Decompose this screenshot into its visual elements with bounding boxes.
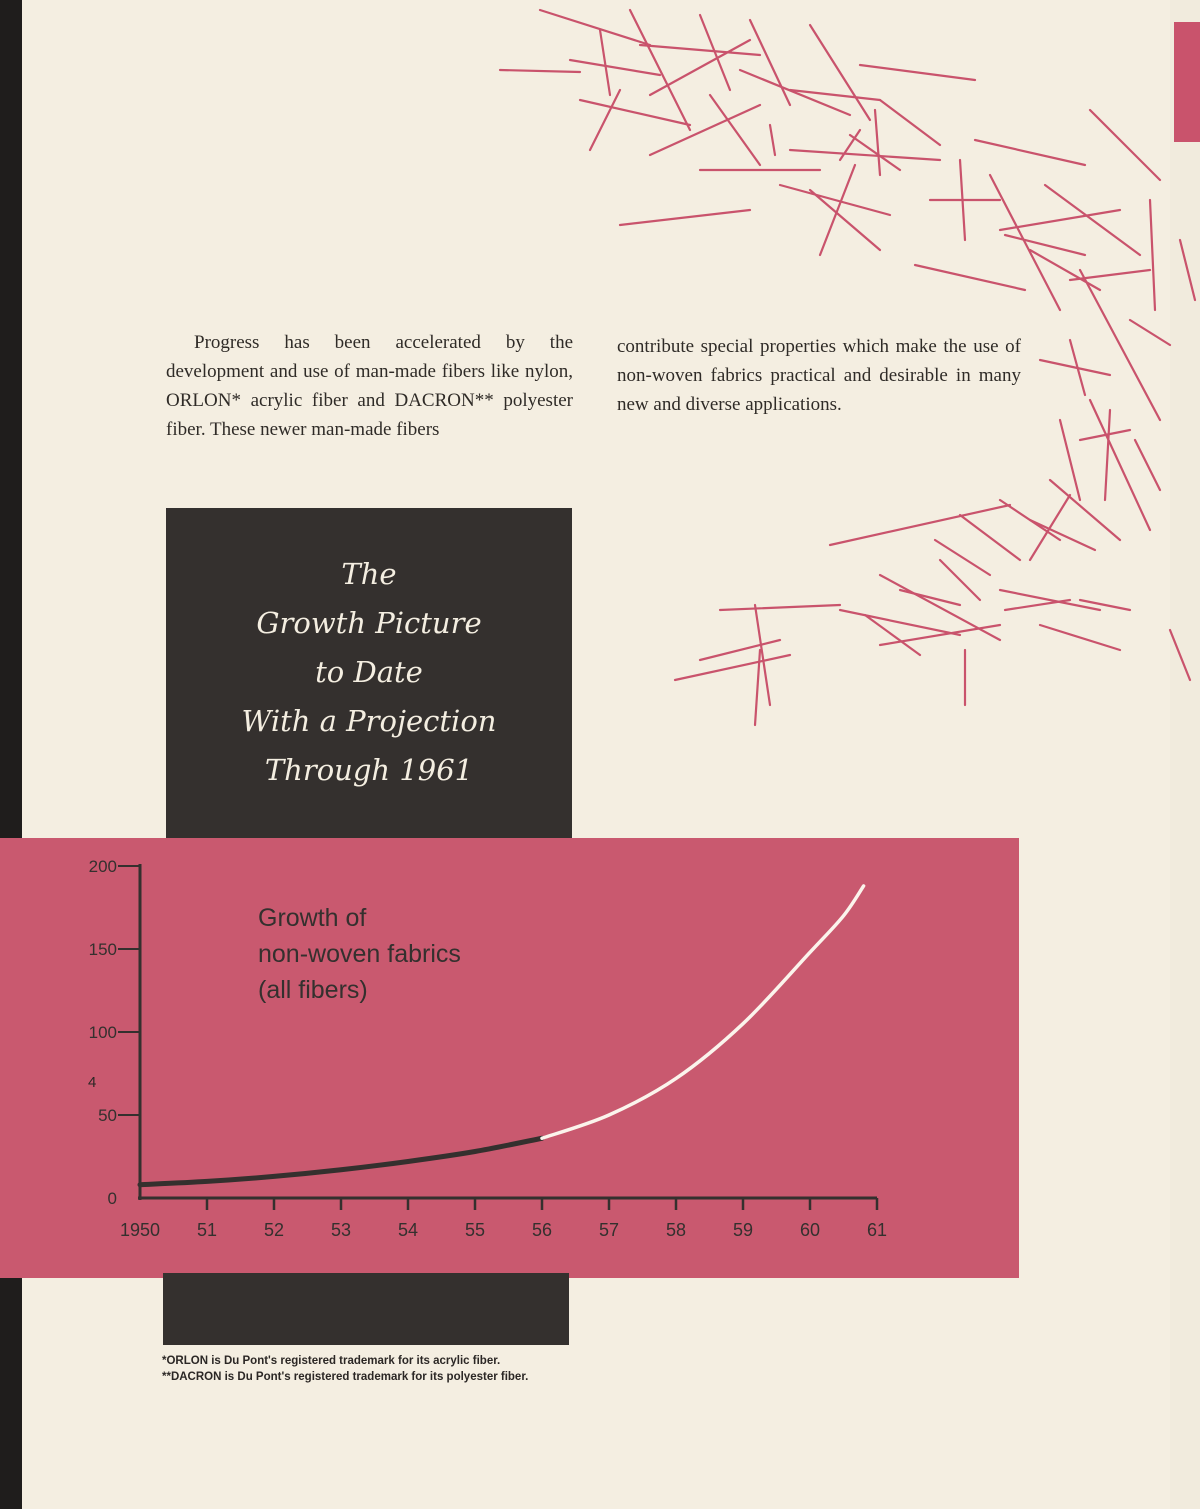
x-tick-label: 59 (732, 1220, 754, 1240)
x-tick-label: 58 (665, 1220, 687, 1240)
footnotes (162, 1353, 528, 1385)
title-box-text: The Growth Picture to Date With a Projection Through 1961 (241, 557, 497, 787)
body-text-column-2: contribute special properties which make the use of non-woven fabrics practical and desirable in many new and diverse applications. (617, 336, 1021, 415)
y-tick-label: 200 (88, 857, 117, 876)
y-tick-label: 50 (98, 1106, 117, 1125)
y-tick-label: 0 (107, 1189, 117, 1208)
y-tick-label: 100 (88, 1023, 117, 1042)
x-tick-label: 56 (531, 1220, 553, 1240)
y-tick-label: 150 (88, 940, 117, 959)
x-tick-label: 57 (598, 1220, 620, 1240)
x-tick-label: 52 (263, 1220, 285, 1240)
footnote-orlon: *ORLON is Du Pont's registered trademark for its acrylic fiber. (162, 1355, 501, 1367)
series-line-projection (542, 886, 864, 1138)
x-tick-label: 51 (196, 1220, 218, 1240)
footnote-dacron: **DACRON is Du Pont's registered trademark for its polyester fiber. (162, 1371, 529, 1383)
body-text-column-1: Progress has been accelerated by the development and use of man-made fibers like nylon, ORLON* acrylic fiber and DACRON** polyester fiber. These newer man-made fibers (166, 332, 573, 440)
x-tick-label: 1950 (119, 1220, 161, 1240)
x-tick-label: 53 (330, 1220, 352, 1240)
series-line-actual (140, 1138, 542, 1184)
x-tick-label: 54 (397, 1220, 419, 1240)
x-tick-label: 61 (866, 1220, 888, 1240)
chart-title-line: (all fibers) (258, 976, 368, 1004)
page-number: 4 (88, 1074, 97, 1091)
chart-title-line: non-woven fabrics (258, 940, 461, 968)
chart-title-line: Growth of (258, 904, 367, 932)
x-tick-label: 60 (799, 1220, 821, 1240)
x-tick-label: 55 (464, 1220, 486, 1240)
